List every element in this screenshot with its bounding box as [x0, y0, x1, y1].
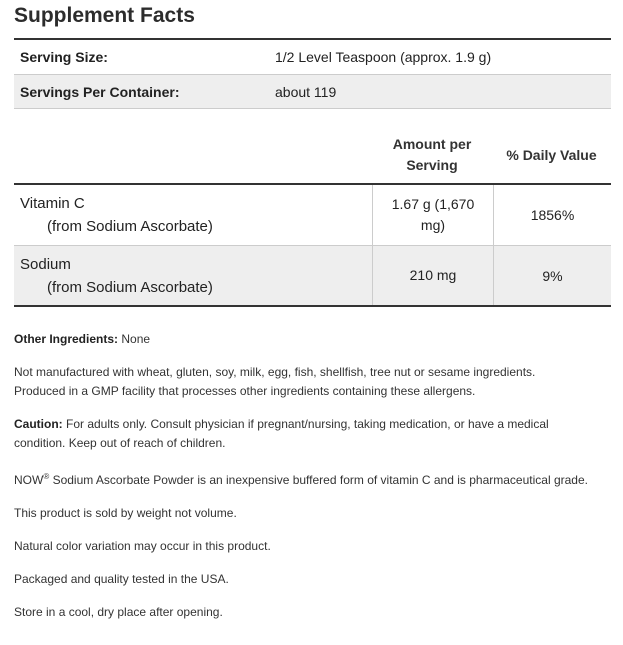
table-row [14, 246, 611, 307]
servings-per-container-label: Servings Per Container: [20, 83, 180, 100]
nutrient-table-header [14, 126, 611, 185]
nutrient-name: Vitamin C [20, 195, 85, 212]
registered-mark: ® [43, 472, 50, 481]
nutrient-daily-value: 9% [542, 267, 563, 284]
header-amount-per-serving: Amount per Serving [392, 135, 472, 173]
servings-per-container-value: about 119 [275, 83, 337, 100]
serving-size-value: 1/2 Level Teaspoon (approx. 1.9 g) [275, 49, 492, 65]
table-row [14, 185, 611, 246]
caution-statement: Caution: For adults only. Consult physician if pregnant/nursing, taking medication, or have a medical condition. Keep out of reach of children. [14, 417, 549, 450]
allergen-statement: Not manufactured with wheat, gluten, soy, milk, egg, fish, shellfish, tree nut or sesame ingredients. Produced in a GMP facility that processes other ingredients containing these allergens. [14, 365, 536, 398]
packaged-note: Packaged and quality tested in the USA. [14, 572, 229, 586]
serving-size-label: Serving Size: [20, 49, 108, 65]
header-daily-value: % Daily Value [506, 146, 597, 163]
storage-note: Store in a cool, dry place after opening. [14, 605, 223, 619]
nutrient-source: (from Sodium Ascorbate) [47, 278, 213, 296]
nutrient-daily-value: 1856% [530, 207, 575, 223]
product-description: NOW® Sodium Ascorbate Powder is an inexpensive buffered form of vitamin C and is pharmaceutical grade. [14, 472, 588, 487]
nutrient-table [14, 126, 611, 307]
product-notes [14, 330, 589, 636]
nutrient-amount: 210 mg [372, 246, 494, 305]
serving-info-table [14, 38, 611, 109]
header-nutrient-col [14, 126, 372, 183]
weight-note: This product is sold by weight not volume. [14, 506, 237, 520]
other-ingredients: Other Ingredients: None [14, 332, 151, 346]
servings-per-container-row [14, 74, 611, 108]
page-title: Supplement Facts [14, 4, 195, 27]
nutrient-name: Sodium [20, 255, 71, 273]
nutrient-source: (from Sodium Ascorbate) [47, 218, 213, 235]
serving-size-row [14, 40, 611, 74]
color-note: Natural color variation may occur in this product. [14, 539, 271, 553]
nutrient-amount: 1.67 g (1,670 mg) [372, 185, 494, 245]
